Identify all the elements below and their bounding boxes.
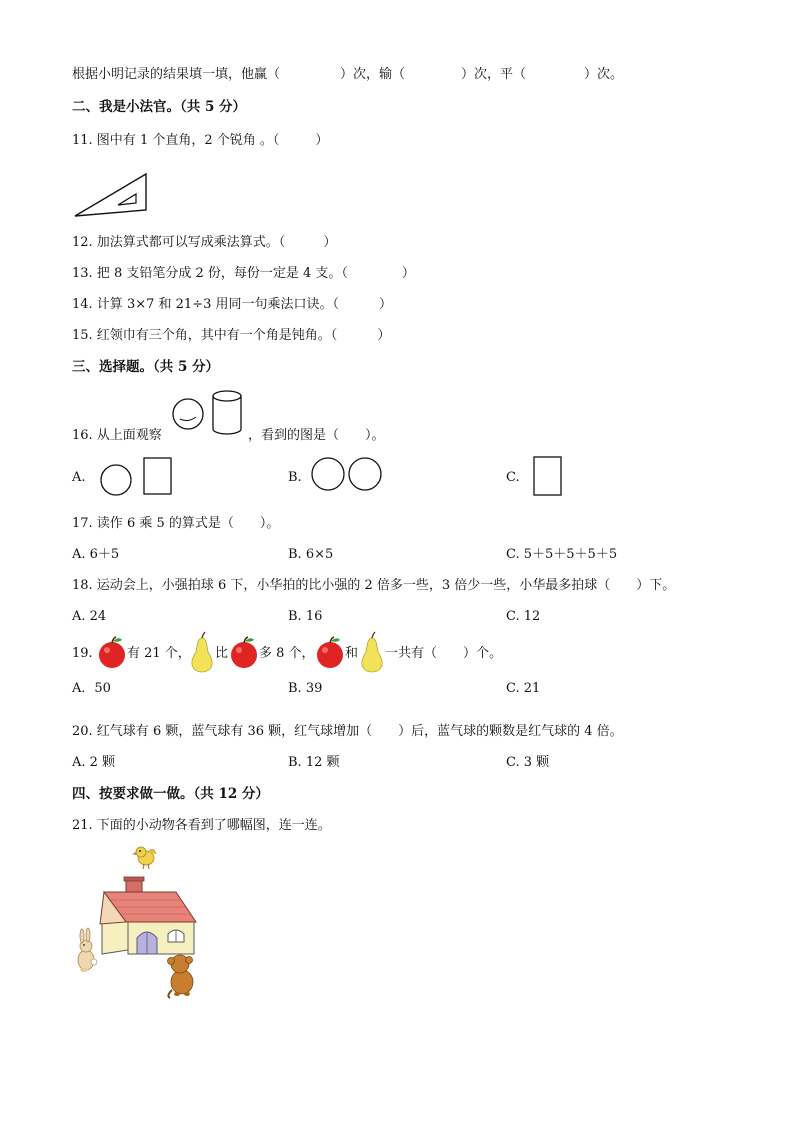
house-with-animals-figure: [74, 842, 204, 1002]
question-13: 13. 把 8 支铅笔分成 2 份，每份一定是 4 支。（ ）: [72, 266, 415, 281]
q16-option-b-figure: [311, 456, 383, 492]
apple-icon: [229, 636, 259, 670]
q19-option-b[interactable]: B. 39: [288, 681, 323, 696]
rabbit-icon: [78, 928, 97, 972]
q20-option-b[interactable]: B. 12 颗: [288, 755, 340, 770]
question-14: 14. 计算 3×7 和 21÷3 用同一句乘法口诀。（ ）: [72, 297, 392, 312]
bird-icon: [132, 847, 156, 869]
q17-option-c[interactable]: C. 5＋5＋5＋5＋5: [506, 547, 618, 562]
question-12: 12. 加法算式都可以写成乘法算式。（ ）: [72, 235, 337, 250]
q20-option-a[interactable]: A. 2 颗: [72, 755, 116, 770]
q19-option-a[interactable]: A．50: [72, 681, 111, 696]
q19-option-c[interactable]: C. 21: [506, 681, 541, 696]
set-square-triangle-figure: [74, 172, 148, 218]
question-20: 20. 红气球有 6 颗，蓝气球有 36 颗，红气球增加（ ）后，蓝气球的颗数是红气球的 4 倍。: [72, 724, 623, 739]
section-3-title: 三、选择题。（共 5 分）: [72, 359, 220, 375]
section-4-title: 四、按要求做一做。（共 12 分）: [72, 786, 269, 802]
pear-icon: [358, 632, 386, 674]
question-16-post: ，看到的图是（ ）。: [248, 428, 385, 443]
q20-option-c[interactable]: C. 3 颗: [506, 755, 550, 770]
pear-icon: [188, 632, 216, 674]
question-15: 15. 红领巾有三个角，其中有一个角是钝角。（ ）: [72, 328, 391, 343]
q16-option-c-figure: [533, 455, 563, 497]
q17-option-b[interactable]: B. 6×5: [288, 547, 334, 562]
q18-option-b[interactable]: B. 16: [288, 609, 323, 624]
apple-icon: [315, 636, 345, 670]
question-19-part-2: 比: [215, 646, 229, 661]
question-19-part-3: 多 8 个，: [259, 646, 315, 661]
monkey-icon: [168, 955, 194, 998]
q10-fill-line: 根据小明记录的结果填一填，他赢（ ）次，输（ ）次，平（ ）次。: [72, 67, 624, 82]
q18-option-a[interactable]: A. 24: [72, 609, 107, 624]
question-19-part-4: 和: [345, 646, 359, 661]
question-19-part-5: 一共有（ ）个。: [385, 646, 503, 661]
q16-option-c[interactable]: C.: [506, 470, 520, 485]
q16-option-a[interactable]: A.: [72, 470, 86, 485]
question-18: 18. 运动会上，小强拍球 6 下，小华拍的比小强的 2 倍多一些，3 倍少一些，小华最多拍球（ ）下。: [72, 578, 676, 593]
question-19-number: 19.: [72, 646, 93, 661]
question-17: 17. 读作 6 乘 5 的算式是（ ）。: [72, 516, 280, 531]
apple-icon: [97, 636, 127, 670]
q17-option-a[interactable]: A. 6＋5: [72, 547, 120, 562]
ball-and-cylinder-figure: [170, 389, 244, 435]
q16-option-b[interactable]: B.: [288, 470, 302, 485]
q18-option-c[interactable]: C. 12: [506, 609, 541, 624]
section-2-title: 二、我是小法官。（共 5 分）: [72, 99, 247, 115]
question-21: 21. 下面的小动物各看到了哪幅图，连一连。: [72, 818, 331, 833]
question-16-pre: 16. 从上面观察: [72, 428, 162, 443]
q16-option-a-figure: [100, 454, 172, 496]
question-19-part-1: 有 21 个，: [127, 646, 191, 661]
question-11: 11. 图中有 1 个直角，2 个锐角 。（ ）: [72, 133, 329, 148]
